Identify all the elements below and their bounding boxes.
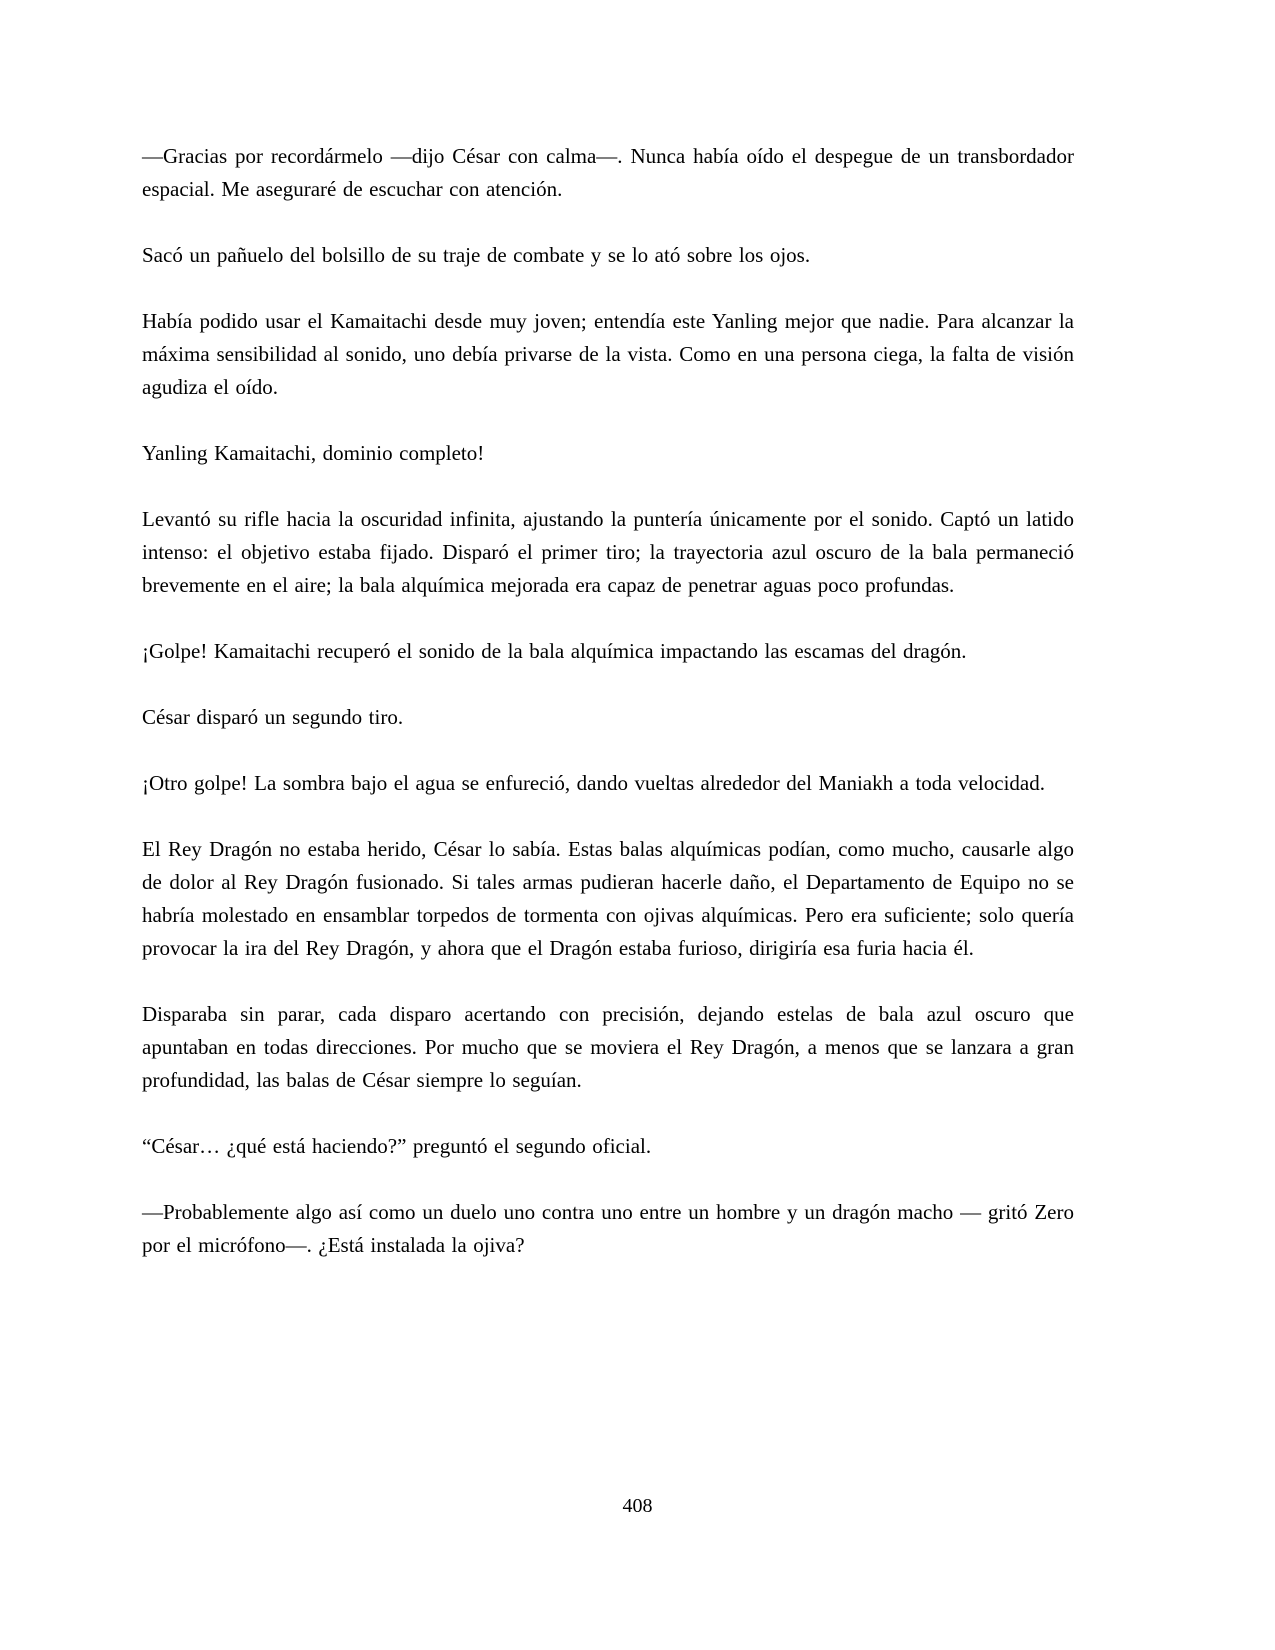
paragraph: ¡Otro golpe! La sombra bajo el agua se enfureció, dando vueltas alrededor del Maniakh a toda velocidad. [142,771,1045,795]
paragraph: Yanling Kamaitachi, dominio completo! [142,441,485,465]
paragraph: El Rey Dragón no estaba herido, César lo sabía. Estas balas alquímicas podían, como mucho, causarle algo de dolor al Rey Dragón fusionado. Si tales armas pudieran hacerle daño, el Departamento de Equipo no se habría molestado en ensamblar torpedos de tormenta con ojivas alquímicas. Pero era suficiente; solo quería provocar la ira del Rey Dragón, y ahora que el Dragón estaba furioso, dirigiría esa furia hacia él. [142,837,1074,960]
paragraph: César disparó un segundo tiro. [142,705,404,729]
paragraph: Sacó un pañuelo del bolsillo de su traje de combate y se lo ató sobre los ojos. [142,243,811,267]
paragraph: —Probablemente algo así como un duelo uno contra uno entre un hombre y un dragón macho — gritó Zero por el micrófono—. ¿Está instalada la ojiva? [142,1200,1074,1257]
text-block [142,140,1074,1295]
paragraph: ¡Golpe! Kamaitachi recuperó el sonido de la bala alquímica impactando las escamas del dragón. [142,639,967,663]
paragraph: “César… ¿qué está haciendo?” preguntó el segundo oficial. [142,1134,652,1158]
page-number: 408 [622,1495,653,1517]
paragraph: —Gracias por recordármelo —dijo César con calma—. Nunca había oído el despegue de un transbordador espacial. Me aseguraré de escuchar con atención. [142,144,1074,201]
paragraph: Disparaba sin parar, cada disparo acertando con precisión, dejando estelas de bala azul oscuro que apuntaban en todas direcciones. Por mucho que se moviera el Rey Dragón, a menos que se lanzara a gran profundidad, las balas de César siempre lo seguían. [142,1002,1074,1092]
paragraph: Levantó su rifle hacia la oscuridad infinita, ajustando la puntería únicamente por el sonido. Captó un latido intenso: el objetivo estaba fijado. Disparó el primer tiro; la trayectoria azul oscuro de la bala permaneció brevemente en el aire; la bala alquímica mejorada era capaz de penetrar aguas poco profundas. [142,507,1074,597]
paragraph: Había podido usar el Kamaitachi desde muy joven; entendía este Yanling mejor que nadie. Para alcanzar la máxima sensibilidad al sonido, uno debía privarse de la vista. Como en una persona ciega, la falta de visión agudiza el oído. [142,309,1074,399]
